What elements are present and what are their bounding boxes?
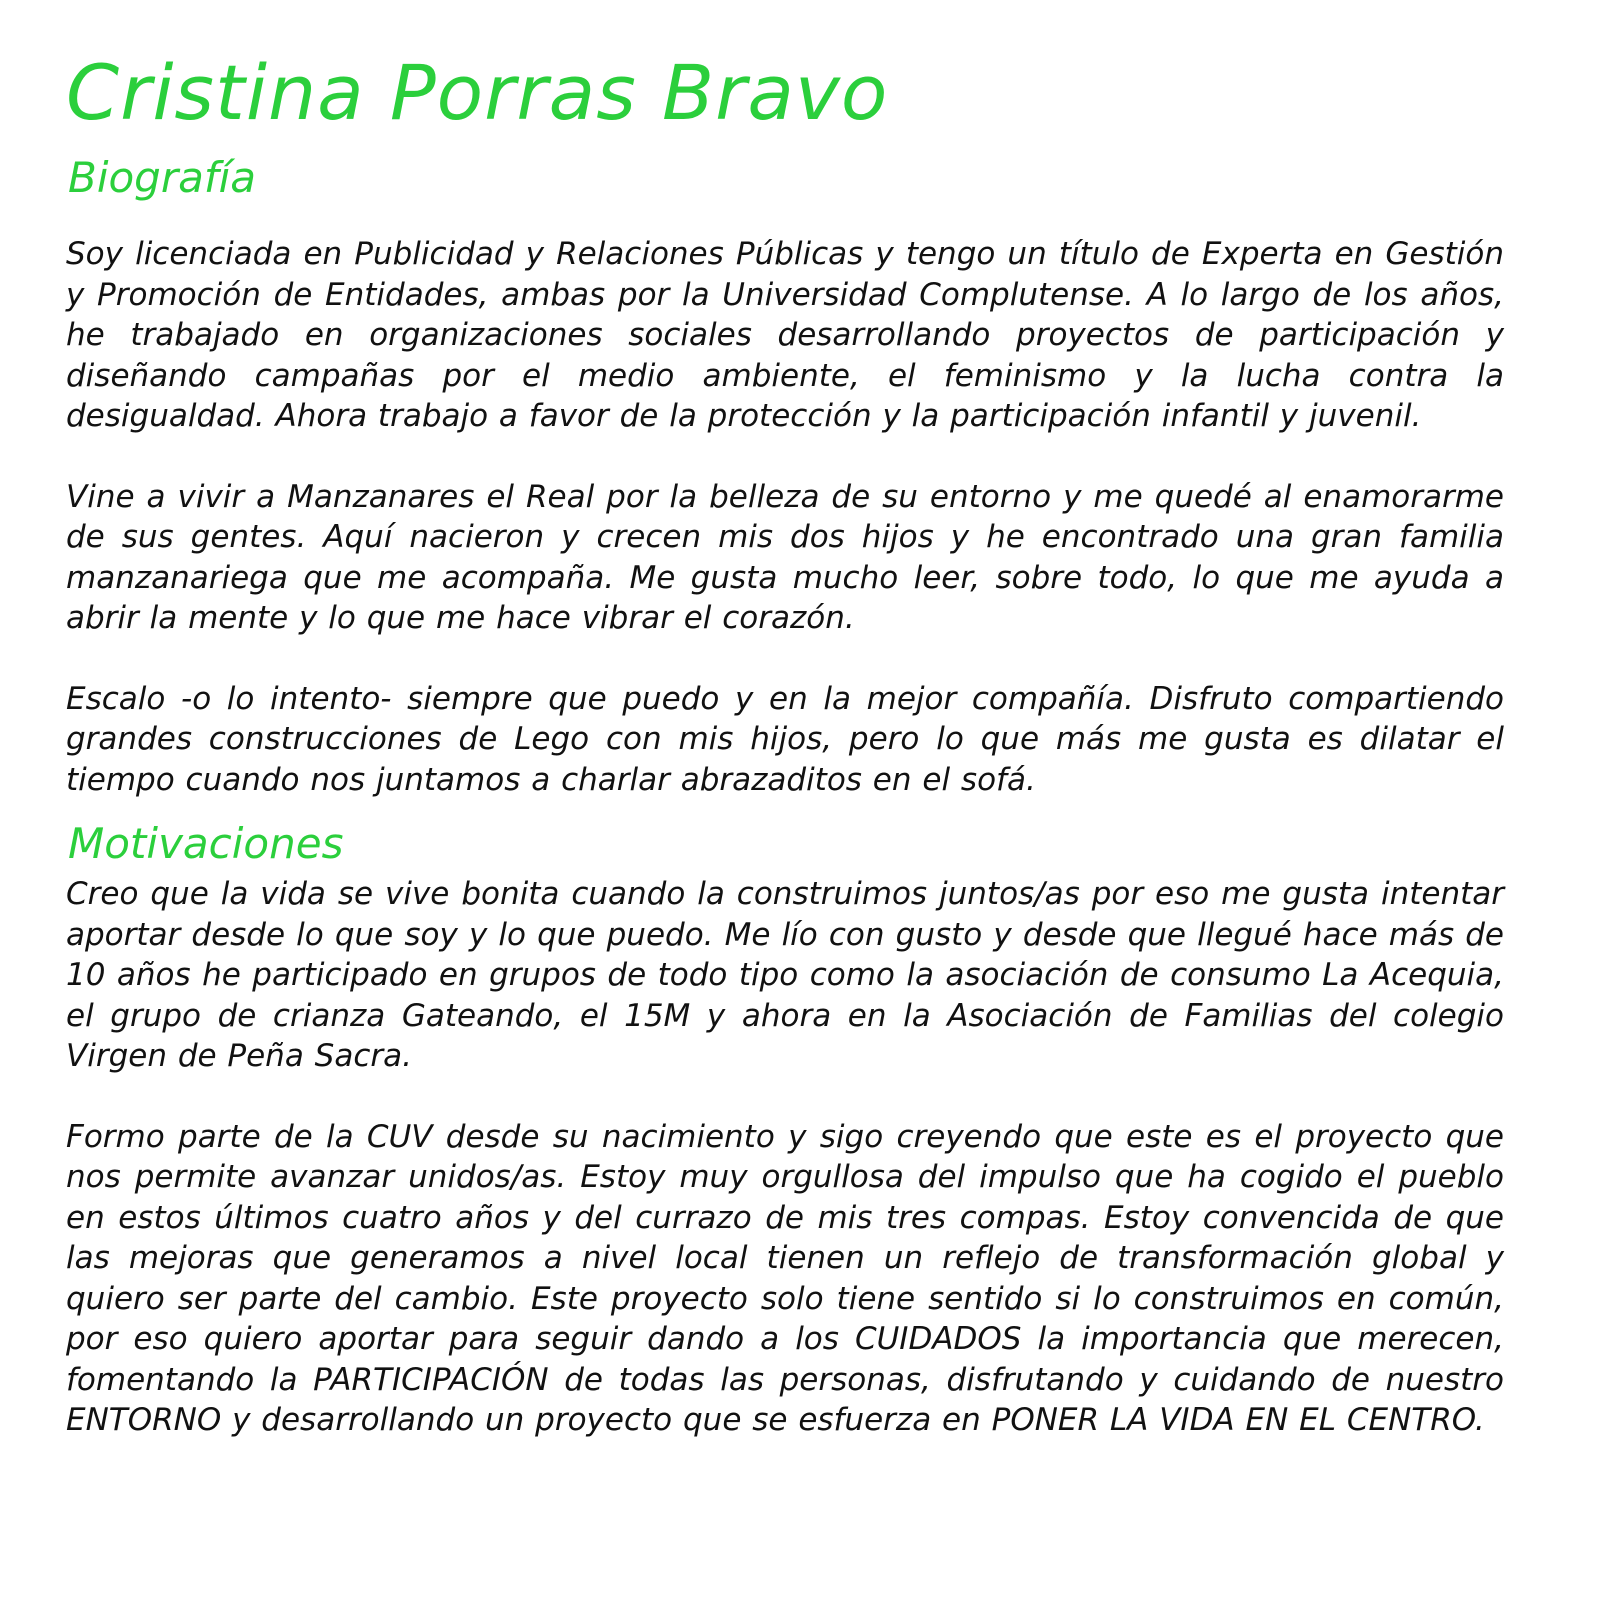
motivaciones-paragraph: Formo parte de la CUV desde su nacimiento y sigo creyendo que este es el proyecto que nos permite avanzar unidos/as. Estoy muy orgullosa del impulso que ha cogido el pueblo en estos últimos cuatro años y del currazo de mis tres compas. Estoy convencida de que las mejoras que generamos a nivel local tienen un reflejo de transformación global y quiero ser parte del cambio. Este proyecto solo tiene sentido si lo construimos en común, por eso quiero aportar para seguir dando a los CUIDADOS la importancia que merecen, fomentando la PARTICIPACIÓN de todas las personas, disfrutando y cuidando de nuestro ENTORNO y desarrollando un proyecto que se esfuerza en PONER LA VIDA EN EL CENTRO. (66, 1118, 1504, 1438)
motivaciones-section (66, 874, 1504, 1441)
biografia-section (66, 234, 1504, 800)
biografia-paragraph: Soy licenciada en Publicidad y Relaciones Públicas y tengo un título de Experta en Gestión y Promoción de Entidades, ambas por la Universidad Complutense. A lo largo de los años, he trabajado en organizaciones sociales desarrollando proyectos de participación y diseñando campañas por el medio ambiente, el feminismo y la lucha contra la desigualdad. Ahora trabajo a favor de la protección y la participación infantil y juvenil. (66, 236, 1504, 434)
motivaciones-heading: Motivaciones (68, 819, 344, 868)
motivaciones-paragraph: Creo que la vida se vive bonita cuando la construimos juntos/as por eso me gusta intentar aportar desde lo que soy y lo que puedo. Me lío con gusto y desde que llegué hace más de 10 años he participado en grupos de todo tipo como la asociación de consumo La Acequia, el grupo de crianza Gateando, el 15M y ahora en la Asociación de Familias del colegio Virgen de Peña Sacra. (66, 876, 1504, 1074)
biografia-paragraph: Escalo -o lo intento- siempre que puedo y en la mejor compañía. Disfruto compartiendo grandes construcciones de Lego con mis hijos, pero lo que más me gusta es dilatar el tiempo cuando nos juntamos a charlar abrazaditos en el sofá. (66, 680, 1504, 798)
candidate-name: Cristina Porras Bravo (66, 48, 889, 137)
biografia-paragraph: Vine a vivir a Manzanares el Real por la belleza de su entorno y me quedé al enamorarme de sus gentes. Aquí nacieron y crecen mis dos hijos y he encontrado una gran familia manzanariega que me acompaña. Me gusta mucho leer, sobre todo, lo que me ayuda a abrir la mente y lo que me hace vibrar el corazón. (66, 478, 1504, 636)
biografia-heading: Biografía (68, 153, 257, 202)
